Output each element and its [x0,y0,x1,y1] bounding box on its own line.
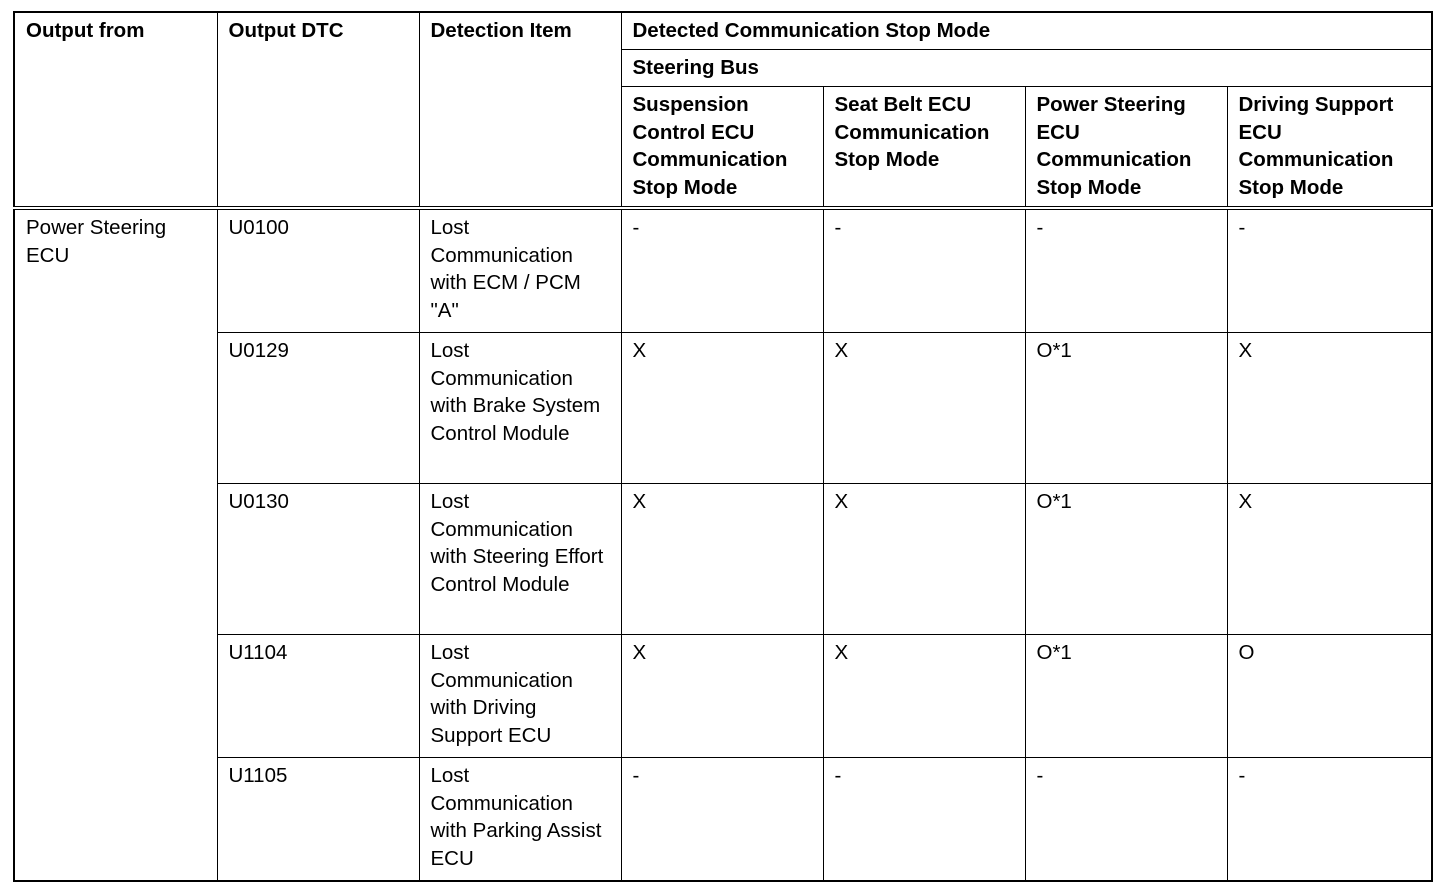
header-mode-seat-belt: Seat Belt ECU Communication Stop Mode [823,87,1025,208]
dtc-communication-stop-table [13,11,1433,882]
cell-mode-seat-belt: X [823,332,1025,483]
table-row [14,757,1432,881]
cell-dtc: U1105 [217,757,419,881]
table-row [14,483,1432,634]
header-mode-driving-support: Driving Support ECU Communication Stop Mode [1227,87,1432,208]
cell-dtc: U0129 [217,332,419,483]
header-output-from: Output from [14,12,217,208]
header-steering-bus: Steering Bus [621,50,1432,87]
cell-detection-item: Lost Communication with ECM / PCM "A" [419,208,621,333]
cell-mode-power-steering: O*1 [1025,634,1227,757]
cell-mode-seat-belt: X [823,634,1025,757]
cell-dtc: U0130 [217,483,419,634]
header-row [14,12,1432,50]
cell-output-from: Power Steering ECU [14,208,217,881]
cell-mode-suspension: X [621,332,823,483]
cell-mode-power-steering: - [1025,208,1227,333]
cell-mode-seat-belt: - [823,757,1025,881]
cell-mode-driving-support: X [1227,332,1432,483]
header-output-dtc: Output DTC [217,12,419,208]
header-detected-mode: Detected Communication Stop Mode [621,12,1432,50]
header-mode-power-steering: Power Steering ECU Communication Stop Mode [1025,87,1227,208]
table-row [14,208,1432,333]
cell-mode-suspension: X [621,634,823,757]
cell-mode-seat-belt: - [823,208,1025,333]
cell-mode-seat-belt: X [823,483,1025,634]
cell-dtc: U0100 [217,208,419,333]
cell-detection-item: Lost Communication with Driving Support ECU [419,634,621,757]
cell-detection-item: Lost Communication with Parking Assist ECU [419,757,621,881]
dtc-table-container [13,11,1433,882]
cell-mode-driving-support: O [1227,634,1432,757]
cell-mode-power-steering: - [1025,757,1227,881]
cell-mode-suspension: - [621,757,823,881]
table-row [14,634,1432,757]
cell-mode-suspension: - [621,208,823,333]
cell-mode-suspension: X [621,483,823,634]
table-row [14,332,1432,483]
cell-mode-driving-support: X [1227,483,1432,634]
cell-mode-driving-support: - [1227,757,1432,881]
cell-detection-item: Lost Communication with Brake System Control Module [419,332,621,483]
cell-mode-power-steering: O*1 [1025,483,1227,634]
cell-detection-item: Lost Communication with Steering Effort Control Module [419,483,621,634]
header-detection-item: Detection Item [419,12,621,208]
cell-mode-power-steering: O*1 [1025,332,1227,483]
cell-mode-driving-support: - [1227,208,1432,333]
cell-dtc: U1104 [217,634,419,757]
header-mode-suspension: Suspension Control ECU Communication Stop Mode [621,87,823,208]
